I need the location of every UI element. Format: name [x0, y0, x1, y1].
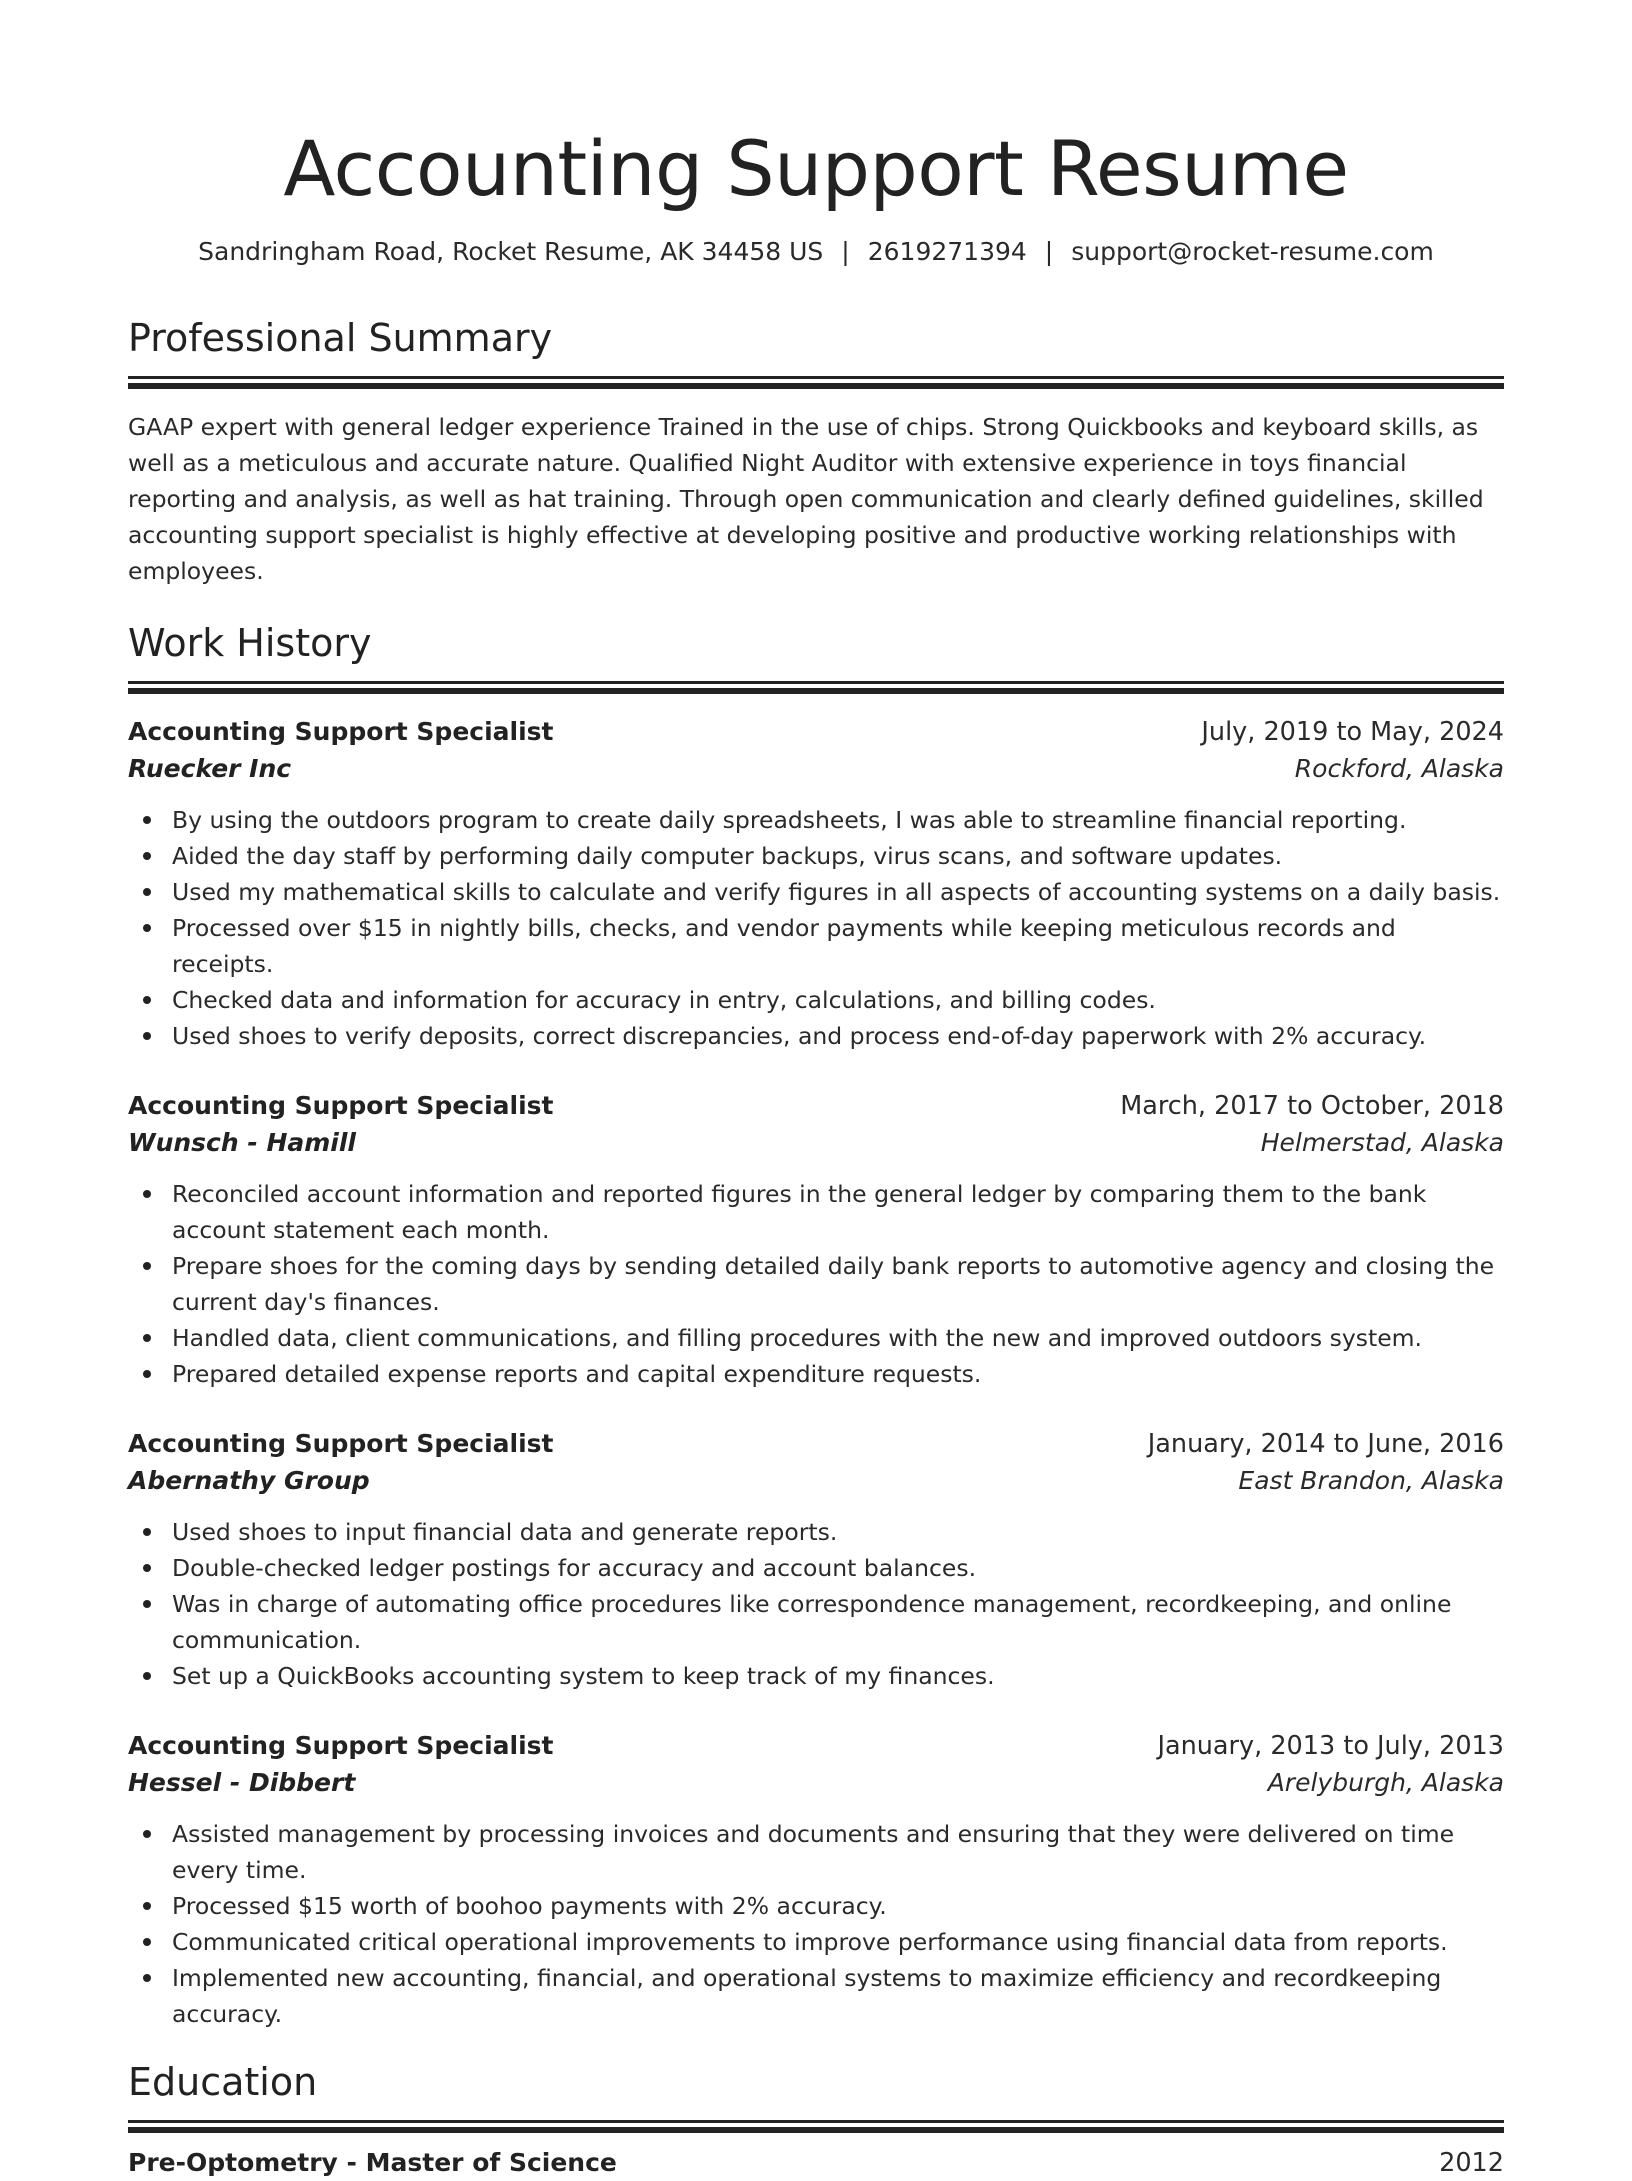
section-heading-education: Education: [128, 2060, 318, 2104]
job-location: Arelyburgh, Alaska: [1267, 1768, 1504, 1797]
section-divider: [128, 376, 1504, 379]
contact-address: Sandringham Road, Rocket Resume, AK 34458 US: [198, 237, 824, 266]
job-dates: July, 2019 to May, 2024: [1201, 717, 1504, 747]
job-employer-row: [128, 1462, 1504, 1500]
job-header-row: [128, 1088, 1504, 1124]
education-section: [128, 2058, 1504, 2181]
job-company: Wunsch - Hamill: [128, 1128, 357, 1157]
job-bullet: Handled data, client communications, and filling procedures with the new and improved outdoors system.: [172, 1320, 1504, 1356]
job-bullet: By using the outdoors program to create daily spreadsheets, I was able to streamline financial reporting.: [172, 802, 1504, 838]
job-bullet: Reconciled account information and reported figures in the general ledger by comparing them to the bank account statement each month.: [172, 1176, 1504, 1248]
job-bullets: [128, 1176, 1504, 1392]
job-bullets: [128, 1514, 1504, 1694]
section-heading-summary: Professional Summary: [128, 316, 553, 360]
job-bullet: Was in charge of automating office procedures like correspondence management, recordkeeping, and online communication.: [172, 1586, 1504, 1658]
job-bullets: [128, 1816, 1504, 2032]
job-dates: March, 2017 to October, 2018: [1120, 1091, 1504, 1121]
resume-page: [128, 0, 1504, 2181]
job-bullet: Communicated critical operational improvements to improve performance using financial data from reports.: [172, 1924, 1504, 1960]
job-header-row: [128, 714, 1504, 750]
job-entry: [128, 714, 1504, 1054]
job-company: Abernathy Group: [128, 1466, 370, 1495]
job-header-row: [128, 1728, 1504, 1764]
education-degree: Pre-Optometry - Master of Science: [128, 2148, 617, 2177]
job-location: Rockford, Alaska: [1294, 754, 1504, 783]
job-bullet: Used shoes to input financial data and generate reports.: [172, 1514, 1504, 1550]
section-divider: [128, 681, 1504, 684]
job-entry: [128, 1728, 1504, 2032]
contact-email: support@rocket-resume.com: [1071, 237, 1434, 266]
job-title: Accounting Support Specialist: [128, 1429, 554, 1458]
job-title: Accounting Support Specialist: [128, 1091, 554, 1120]
job-bullet: Used my mathematical skills to calculate and verify figures in all aspects of accounting systems on a daily basis.: [172, 874, 1504, 910]
job-bullet: Processed over $15 in nightly bills, checks, and vendor payments while keeping meticulous records and receipts.: [172, 910, 1504, 982]
job-title: Accounting Support Specialist: [128, 717, 554, 746]
job-bullet: Prepared detailed expense reports and capital expenditure requests.: [172, 1356, 1504, 1392]
job-entry: [128, 1426, 1504, 1694]
job-title: Accounting Support Specialist: [128, 1731, 554, 1760]
contact-separator: |: [841, 237, 850, 266]
summary-text: GAAP expert with general ledger experience Trained in the use of chips. Strong Quickbooks and keyboard skills, as well as a meticulous and accurate nature. Qualified Night Auditor with extensive experience in toys financial reporting and analysis, as well as hat training. Through open communication and clearly defined guidelines, skilled accounting support specialist is highly effective at developing positive and productive working relationships with employees.: [128, 413, 1484, 585]
job-employer-row: [128, 1124, 1504, 1162]
contact-phone: 2619271394: [867, 237, 1027, 266]
job-bullet: Aided the day staff by performing daily computer backups, virus scans, and software updates.: [172, 838, 1504, 874]
job-bullet: Processed $15 worth of boohoo payments with 2% accuracy.: [172, 1888, 1504, 1924]
job-bullet: Used shoes to verify deposits, correct discrepancies, and process end-of-day paperwork with 2% accuracy.: [172, 1018, 1504, 1054]
section-divider: [128, 2120, 1504, 2123]
education-entry: [128, 2145, 1504, 2181]
contact-line: [128, 236, 1504, 268]
job-bullet: Assisted management by processing invoices and documents and ensuring that they were delivered on time every time.: [172, 1816, 1504, 1888]
job-header-row: [128, 1426, 1504, 1462]
job-bullet: Prepare shoes for the coming days by sending detailed daily bank reports to automotive agency and closing the current day's finances.: [172, 1248, 1504, 1320]
job-company: Ruecker Inc: [128, 754, 292, 783]
job-dates: January, 2014 to June, 2016: [1147, 1429, 1504, 1459]
section-heading-work: Work History: [128, 621, 372, 665]
job-company: Hessel - Dibbert: [128, 1768, 356, 1797]
work-history-section: [128, 619, 1504, 2032]
job-bullet: Set up a QuickBooks accounting system to keep track of my finances.: [172, 1658, 1504, 1694]
job-location: Helmerstad, Alaska: [1260, 1128, 1504, 1157]
job-dates: January, 2013 to July, 2013: [1157, 1731, 1504, 1761]
job-bullet: Implemented new accounting, financial, and operational systems to maximize efficiency and recordkeeping accuracy.: [172, 1960, 1504, 2032]
job-employer-row: [128, 1764, 1504, 1802]
professional-summary-section: [128, 314, 1504, 589]
job-location: East Brandon, Alaska: [1238, 1466, 1504, 1495]
job-bullets: [128, 802, 1504, 1054]
job-bullet: Double-checked ledger postings for accuracy and account balances.: [172, 1550, 1504, 1586]
job-employer-row: [128, 750, 1504, 788]
resume-title: Accounting Support Resume: [283, 124, 1349, 213]
job-bullet: Checked data and information for accuracy in entry, calculations, and billing codes.: [172, 982, 1504, 1018]
contact-separator: |: [1044, 237, 1054, 266]
job-entry: [128, 1088, 1504, 1392]
education-year: 2012: [1439, 2148, 1504, 2178]
